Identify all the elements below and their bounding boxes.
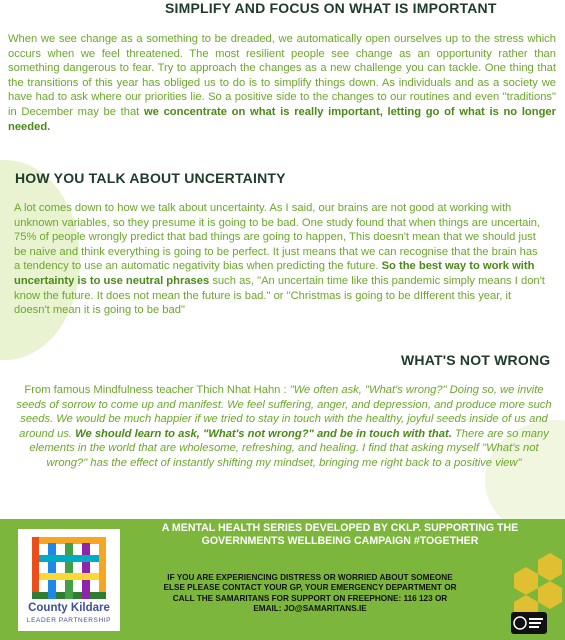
series-banner-text: A MENTAL HEALTH SERIES DEVELOPED BY CKLP. SUPPORTING THE GOVERNMENTS WELLBEING CAMPAIGN #TOGETHER — [161, 522, 519, 547]
section-text-uncertainty: A lot comes down to how we talk about uncertainty. As I said, our brains are not good at working with unknown variables, so they presume it is going to be bad. One study found that when things are uncertain, 75% of people wrongly predict that bad things are going to happen, This doesn't mean that we should just be naive and think everything is going to be perfect. It just means that we can recognise that the brain has a tendency to use an automatic negativity bias when predicting the future. So the best way to work with uncertainty is to use neutral phrases such as, "An uncertain time like this pandemic simply means I don't know the future. It does not mean the future is bad." or "Christmas is going to be dIfferent this year, it doesn't mean it is going to be bad" — [14, 202, 545, 317]
county-kildare-logo — [18, 529, 120, 631]
section-heading-uncertainty: HOW YOU TALK ABOUT UNCERTAINTY — [15, 170, 286, 186]
logo-subtitle: LEADER PARTNERSHIP — [26, 617, 112, 624]
logo-title: County Kildare — [28, 602, 110, 614]
section-heading-simplify: SIMPLIFY AND FOCUS ON WHAT IS IMPORTANT — [165, 0, 497, 16]
section-text-simplify: When we see change as a something to be dreaded, we automatically open ourselves up to the stress which occurs when we feel threatened. The most resilient people see change as an opportunity rather than something dangerous to fear. Try to approach the changes as a new challenge you can tackle. One thing that the transitions of this year has obliged us to do is to simplify things down. As individuals and as a society we have had to ask where our priorities lie. So a positive side to the changes to our routines and even "traditions" in December may be that we concentrate on what is really important, letting go of what is no longer needed. — [8, 33, 557, 133]
section-heading-whats-not-wrong: WHAT'S NOT WRONG — [401, 352, 551, 368]
samaritans-contact-text: IF YOU ARE EXPERIENCING DISTRESS OR WORRIED ABOUT SOMEONE ELSE PLEASE CONTACT YOUR GP, YOUR EMERGENCY DEPARTMENT OR CALL THE SAMARITANS FOR SUPPORT ON FREEPHONE: 116 123 OR EMAIL: JO@SAMARITANS.IE — [163, 573, 457, 614]
section-text-whats-not-wrong: From famous Mindfulness teacher Thich Nhat Hahn : "We often ask, "What's wrong?" Doing so, we invite seeds of sorrow to come up and manifest. We feel suffering, anger, and depression, and produce more such seeds. We would be much happier if we tried to stay in touch with the healthy, joyful seeds inside of us and around us. We should learn to ask, "What's not wrong?" and be in touch with that. There are so many elements in the world that are wholesome, refreshing, and healing. I find that asking myself "What's not wrong?" has the effect of instantly shifting my mindset, bringing me right back to a positive view" — [16, 384, 552, 469]
people-logo-icon — [18, 529, 120, 631]
covid19-campaign-badge-icon — [511, 612, 547, 634]
